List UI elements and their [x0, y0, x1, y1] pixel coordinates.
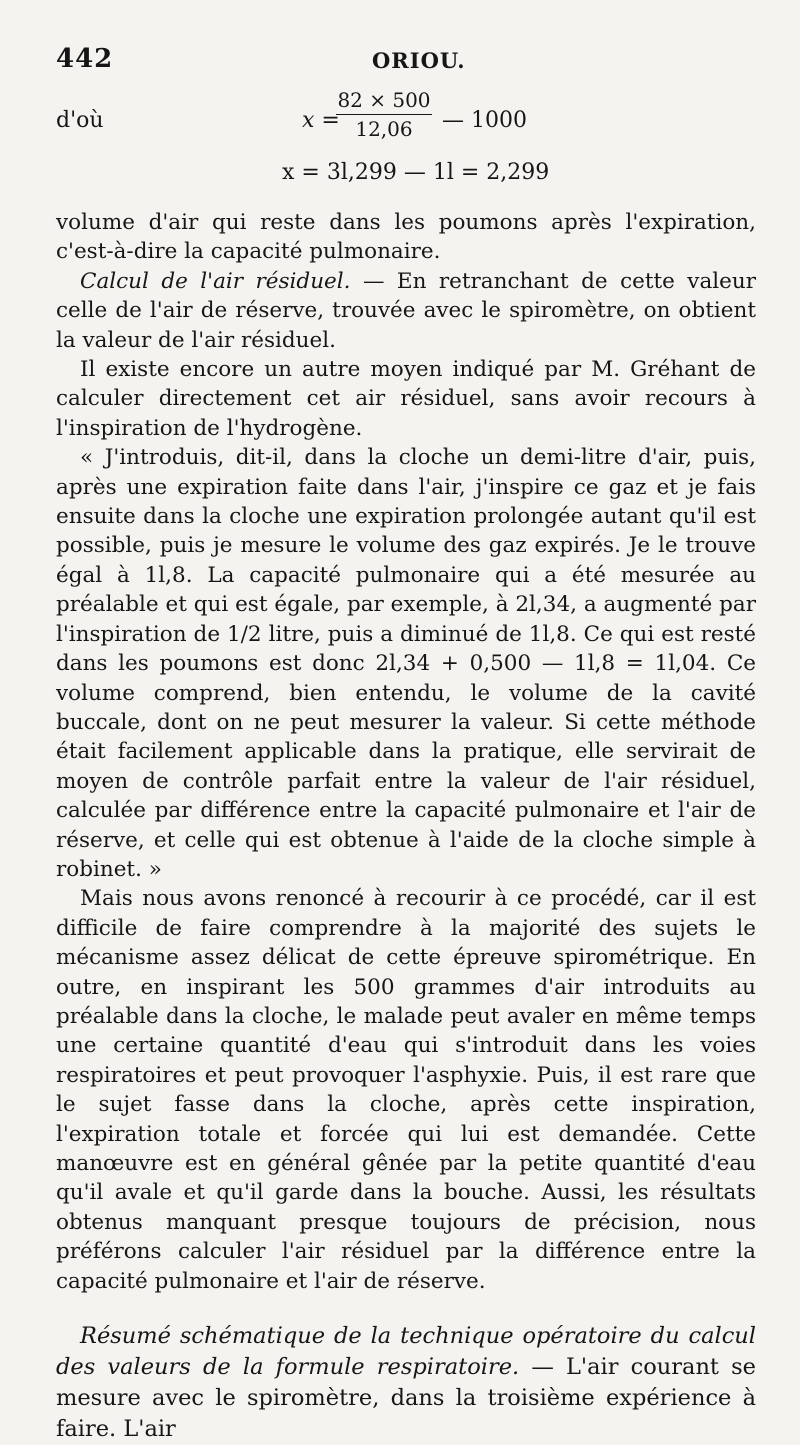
paragraph-1: volume d'air qui reste dans les poumons après l'expiration, c'est-à-dire la capacité pulmonaire. [56, 210, 756, 265]
body-text [56, 208, 756, 1445]
paragraph-6-body: — L'air courant se mesure avec le spiromètre, dans la troisième expérience à faire. L'air [56, 1354, 756, 1443]
formula-fraction [336, 88, 432, 141]
paragraph-6 [56, 1321, 756, 1445]
page-number: 442 [56, 44, 114, 74]
paragraph-2-body: — En retranchant de cette valeur celle de l'air de réserve, trouvée avec le spiromètre, on obtient la valeur de l'air résiduel. [56, 268, 756, 353]
formula-x-equals: x = [302, 108, 340, 133]
page-header [56, 44, 750, 80]
formula-result-line: x = 3l,299 — 1l = 2,299 [282, 160, 550, 185]
paragraph-4-quote: « J'introduis, dit-il, dans la cloche un demi-litre d'air, puis, après une expiration faite dans l'air, j'inspire ce gaz et je fais ensuite dans la cloche une expiration prolongée autant qu'il est possible, puis je mesure le volume des gaz expirés. Je le trouve égal à 1l,8. La capacité pulmonaire qui a été mesurée au préalable et qui est égale, par exemple, à 2l,34, a augmenté par l'inspiration de 1/2 litre, puis a diminué de 1l,8. Ce qui est resté dans les poumons est donc 2l,34 + 0,500 — 1l,8 = 1l,04. Ce volume comprend, bien entendu, le volume de la cavité buccale, dont on ne peut mesurer la valeur. Si cette méthode était facilement applicable dans la pratique, elle servirait de moyen de contrôle parfait entre la valeur de l'air résiduel, calculée par différence entre la capacité pulmonaire et l'air de réserve, et celle qui est obtenue à l'aide de la cloche simple à robinet. » [56, 445, 756, 882]
running-head: ORIOU. [372, 48, 466, 73]
paragraph-2-heading: Calcul de l'air résiduel. [80, 268, 351, 294]
paragraph-6-heading: Résumé schématique de la technique opératoire du calcul des valeurs de la formule respiratoire. [56, 1323, 756, 1381]
paragraph-3: Il existe encore un autre moyen indiqué par M. Gréhant de calculer directement cet air résiduel, sans avoir recours à l'inspiration de l'hydrogène. [56, 357, 756, 441]
formula-denominator: 12,06 [355, 117, 413, 141]
section-gap [56, 1296, 756, 1321]
formula-numerator: 82 × 500 [336, 88, 432, 115]
paragraph-5: Mais nous avons renoncé à recourir à ce procédé, car il est difficile de faire comprendre à la majorité des sujets le mécanisme assez délicat de cette épreuve spirométrique. En outre, en inspirant les 500 grammes d'air introduits au préalable dans la cloche, le malade peut avaler en même temps une certaine quantité d'eau qui s'introduit dans les voies respiratoires et peut provoquer l'asphyxie. Puis, il est rare que le sujet fasse dans la cloche, après cette inspiration, l'expiration totale et forcée qui lui est demandée. Cette manœuvre est en général gênée par la petite quantité d'eau qu'il avale et qu'il garde dans la bouche. Aussi, les résultats obtenus manquant presque toujours de précision, nous préférons calculer l'air résiduel par la différence entre la capacité pulmonaire et l'air de réserve. [56, 886, 756, 1294]
formula-minus-term: — 1000 [442, 108, 527, 133]
paragraph-2 [56, 267, 756, 355]
formula-dou: d'où [56, 108, 104, 133]
